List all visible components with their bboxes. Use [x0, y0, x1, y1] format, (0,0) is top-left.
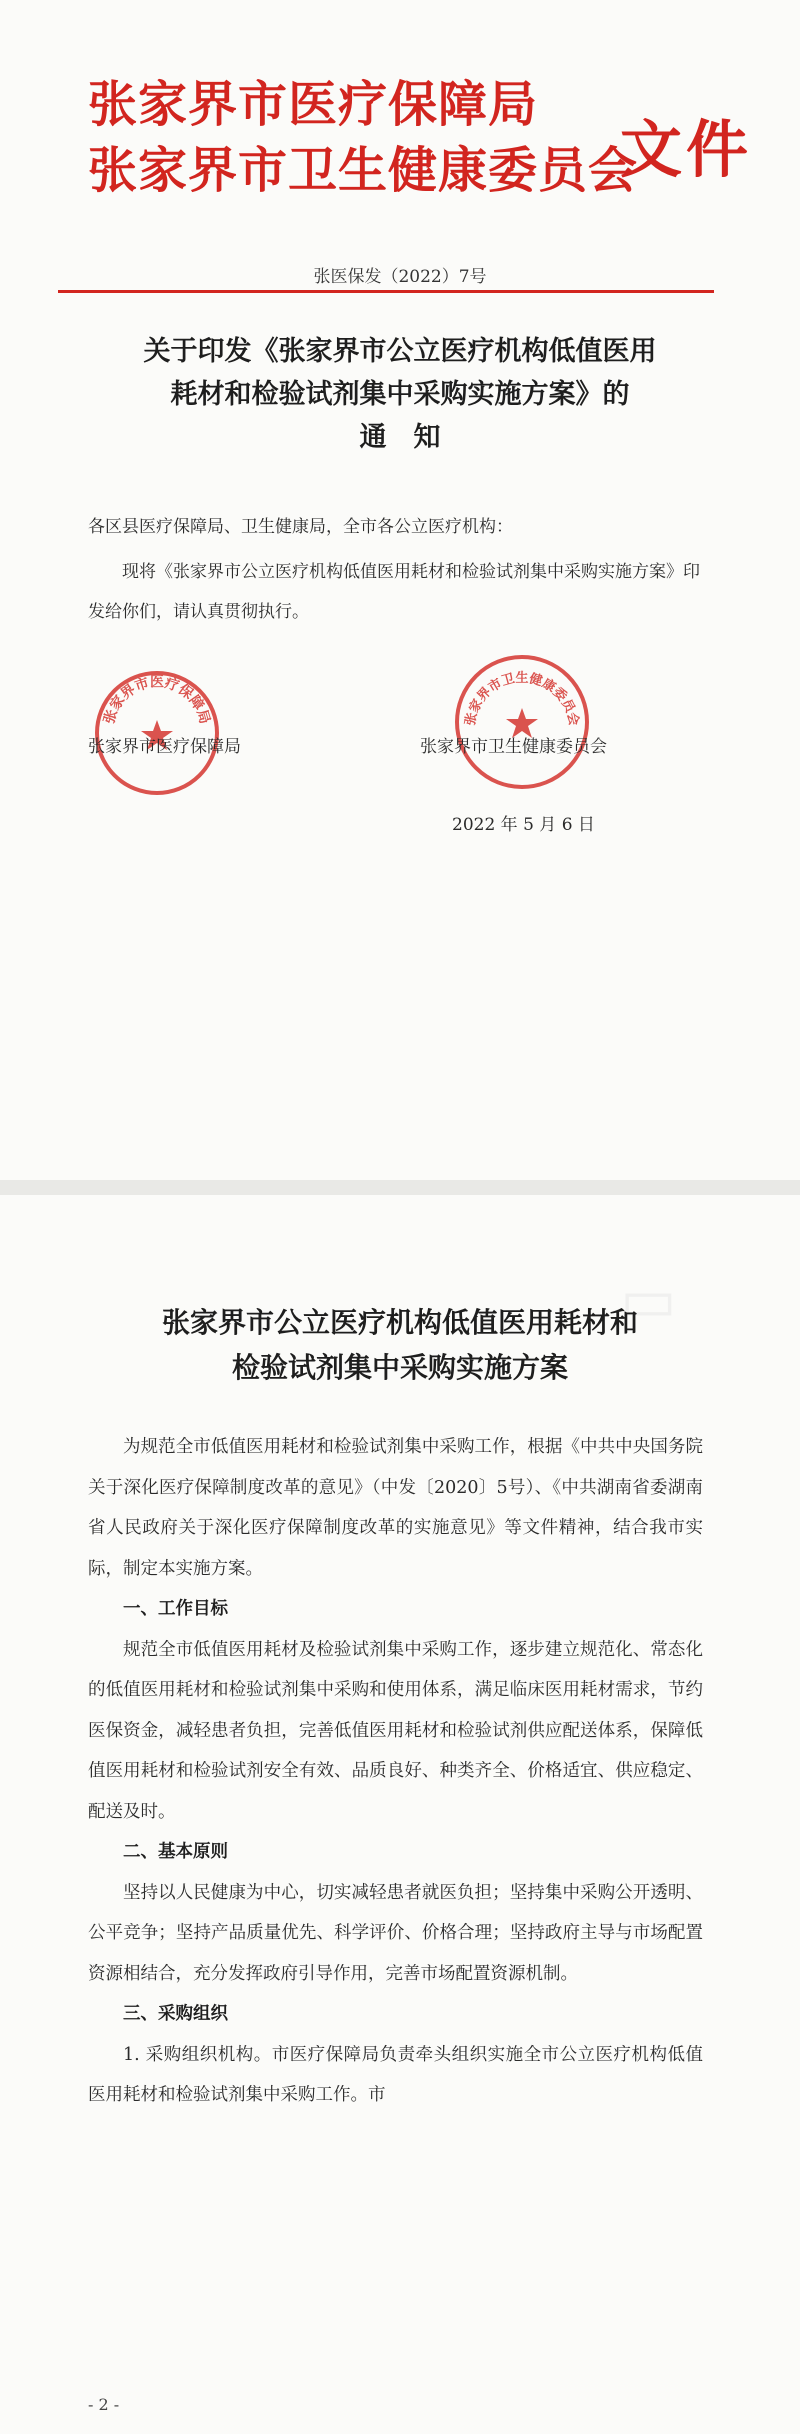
- section-text-principles: 坚持以人民健康为中心，切实减轻患者就医负担；坚持集中采购公开透明、公平竞争；坚持产品质量优先、科学评价、价格合理；坚持政府主导与市场配置资源相结合，充分发挥政府引导作用，完善市场配置资源机制。: [88, 1882, 703, 1984]
- seal-1-text: 张家界市医疗保障局: [101, 674, 213, 726]
- org-line-1: 张家界市医疗保障局: [88, 76, 539, 133]
- bleed-through-decoration: ▭: [620, 1265, 677, 1335]
- plan-title-line-1: 张家界市公立医疗机构低值医用耗材和: [161, 1306, 638, 1339]
- section-text-goals: 规范全市低值医用耗材及检验试剂集中采购工作，逐步建立规范化、常态化的低值医用耗材和检验试剂集中采购和使用体系，满足临床医用耗材需求，节约医保资金，减轻患者负担，完善低值医用耗材和检验试剂供应配送体系，保障低值医用耗材和检验试剂安全有效、品质良好、种类齐全、价格适宜、供应稳定、配送及时。: [88, 1639, 703, 1822]
- signature-health-commission: 张家界市卫生健康委员会: [420, 737, 607, 757]
- document-type-label: 文件: [620, 113, 753, 186]
- issuing-organizations: [88, 72, 638, 204]
- section-heading-goals: 一、工作目标: [123, 1599, 228, 1619]
- intro-paragraph: 为规范全市低值医用耗材和检验试剂集中采购工作，根据《中共中央国务院关于深化医疗保障制度改革的意见》（中发〔2020〕5号）、《中共湖南省委湖南省人民政府关于深化医疗保障制度改革的实施意见》等文件精神，结合我市实际，制定本实施方案。: [88, 1437, 703, 1579]
- page-number: - 2 -: [88, 2395, 120, 2414]
- issue-date: 2022 年 5 月 6 日: [452, 815, 595, 835]
- svg-text:张家界市医疗保障局: [100, 674, 212, 726]
- addressee: 各区县医疗保障局、卫生健康局，全市各公立医疗机构：: [88, 517, 513, 537]
- seal-health-commission-icon: [452, 652, 592, 792]
- section-heading-organization: 三、采购组织: [123, 2004, 228, 2024]
- notice-title-line-1: 关于印发《张家界市公立医疗机构低值医用: [143, 336, 657, 367]
- section-heading-principles: 二、基本原则: [123, 1842, 228, 1862]
- notice-body: 现将《张家界市公立医疗机构低值医用耗材和检验试剂集中采购实施方案》印发给你们，请认真贯彻执行。: [88, 562, 700, 622]
- notice-title-line-3: 通 知: [359, 422, 441, 453]
- plan-body: [88, 1427, 703, 2116]
- notice-title: [70, 330, 730, 459]
- notice-title-line-2: 耗材和检验试剂集中采购实施方案》的: [170, 379, 630, 410]
- signature-medical-security-bureau: 张家界市医疗保障局: [88, 737, 241, 757]
- org-line-2: 张家界市卫生健康委员会: [88, 142, 639, 199]
- section-text-organization: 1. 采购组织机构。市医疗保障局负责牵头组织实施全市公立医疗机构低值医用耗材和检验试剂集中采购工作。市: [88, 2044, 703, 2105]
- plan-title-line-2: 检验试剂集中采购实施方案: [231, 1351, 568, 1384]
- seal-2-text: 张家界市卫生健康委员会: [462, 671, 582, 728]
- document-number: 张医保发（2022）7号: [313, 267, 487, 287]
- document-page-2: [0, 1195, 800, 2434]
- red-divider: [58, 290, 714, 293]
- plan-title: [60, 1300, 740, 1390]
- document-page-1: [0, 0, 800, 1180]
